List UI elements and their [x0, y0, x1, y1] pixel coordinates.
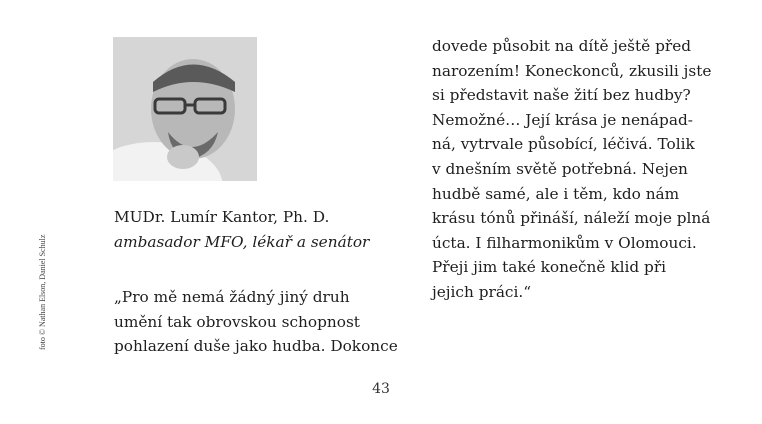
portrait-image — [113, 37, 257, 181]
person-name: MUDr. Lumír Kantor, Ph. D. — [114, 208, 330, 226]
photo-credit: foto © Nathan Elson, Daniel Schulz — [38, 234, 47, 350]
person-role: ambasador MFO, lékař a senátor — [114, 233, 370, 251]
quote-line: krásu tónů přináší, náleží moje plná — [432, 209, 711, 228]
quote-line: Přeji jim také konečně klid při — [432, 258, 667, 277]
quote-line: dovede působit na dítě ještě před — [432, 37, 692, 55]
quote-line: Nemožné… Její krása je nenápad- — [432, 110, 693, 129]
quote-left-column — [114, 285, 398, 359]
quote-line: narozením! Koneckonců, zkusili jste — [432, 61, 712, 80]
quote-line: hudbě samé, ale i těm, kdo nám — [432, 184, 680, 203]
portrait-photo — [113, 37, 257, 181]
quote-line: umění tak obrovskou schopnost — [114, 312, 360, 331]
quote-right-column — [432, 34, 711, 305]
quote-line: „Pro mě nemá žádný jiný druh — [114, 288, 350, 306]
quote-line: jejich práci.“ — [432, 282, 532, 301]
quote-line: úcta. I filharmonikům v Olomouci. — [432, 233, 697, 252]
quote-line: v dnešním světě potřebná. Nejen — [432, 159, 688, 178]
quote-line: si představit naše žití bez hudby? — [432, 86, 691, 105]
page-number: 43 — [372, 381, 390, 397]
quote-line: ná, vytrvale působící, léčivá. Tolik — [432, 135, 695, 154]
quote-line: pohlazení duše jako hudba. Dokonce — [114, 337, 398, 356]
